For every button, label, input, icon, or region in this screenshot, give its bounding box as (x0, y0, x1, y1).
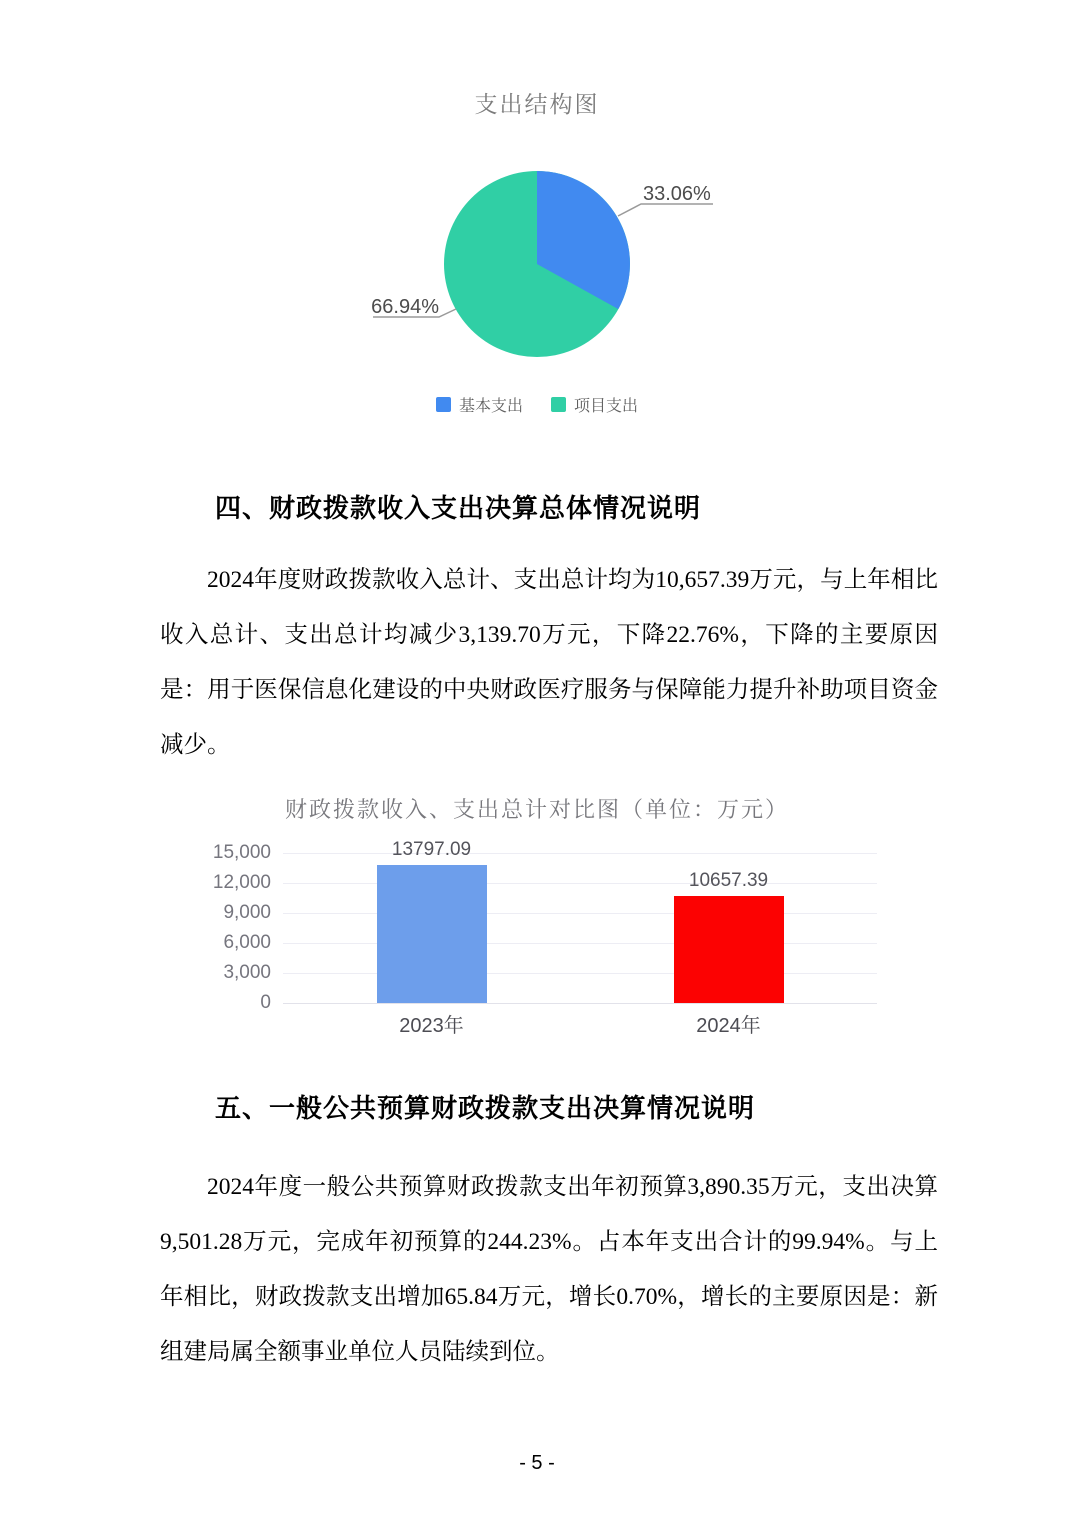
bar-chart-x-axis (283, 1009, 877, 1038)
legend-label: 项目支出 (574, 398, 639, 415)
bar-2023 (377, 865, 487, 1003)
section4-heading: 四、财政拨款收入支出决算总体情况说明 (215, 493, 702, 523)
pie-percent-label-primary: 33.06% (643, 183, 711, 205)
legend-item-basic-expenditure (436, 393, 523, 416)
section5-paragraph: 2024年度一般公共预算财政拨款支出年初预算3,890.35万元，支出决算9,501.28万元，完成年初预算的244.23%。占本年支出合计的99.94%。与上年相比，财政拨款支出增加65.84万元，增长0.70%，增长的主要原因是：新组建局属全额事业单位人员陆续到位。 (160, 1174, 938, 1365)
y-tick: 0 (260, 992, 271, 1013)
page-number: - 5 - (519, 1452, 555, 1474)
y-tick: 15,000 (212, 842, 271, 863)
bar-slot-2023 (283, 839, 580, 1003)
bar-group (377, 839, 487, 1003)
section5-heading: 五、一般公共预算财政拨款支出决算情况说明 (215, 1093, 756, 1123)
x-label-2024: 2024年 (696, 1015, 761, 1037)
bar-slot-2024 (580, 853, 877, 1003)
gridline-baseline (283, 1003, 877, 1004)
pie-leader-line-primary (618, 204, 713, 216)
legend-label: 基本支出 (458, 398, 523, 415)
y-tick: 12,000 (212, 872, 271, 893)
pie-chart (337, 152, 737, 384)
bar-group (674, 870, 784, 1003)
bar-chart (195, 839, 885, 1037)
y-tick: 6,000 (223, 932, 271, 953)
bar-2024 (674, 896, 784, 1003)
pie-chart-svg (337, 152, 737, 384)
pie-chart-title: 支出结构图 (474, 91, 600, 117)
legend-swatch-blue (436, 397, 451, 412)
legend-item-project-expenditure (551, 393, 638, 416)
pie-legend (0, 393, 1074, 416)
pie-percent-label-secondary: 66.94% (371, 296, 439, 318)
y-tick: 9,000 (223, 902, 271, 923)
section4-paragraph: 2024年度财政拨款收入总计、支出总计均为10,657.39万元，与上年相比收入总计、支出总计均减少3,139.70万元，下降22.76%，下降的主要原因是：用于医保信息化建设的中央财政医疗服务与保障能力提升补助项目资金减少。 (160, 567, 938, 758)
bar-value-label-2024: 10657.39 (688, 870, 769, 892)
y-tick: 3,000 (223, 962, 271, 983)
bar-chart-title: 财政拨款收入、支出总计对比图（单位：万元） (284, 797, 789, 822)
bar-chart-plot-area (283, 839, 877, 1003)
bar-value-label-2023: 13797.09 (391, 839, 472, 860)
legend-swatch-teal (551, 397, 566, 412)
bar-chart-y-axis (195, 842, 271, 1013)
x-label-2023: 2023年 (399, 1015, 464, 1037)
bar-slots (283, 839, 877, 1003)
